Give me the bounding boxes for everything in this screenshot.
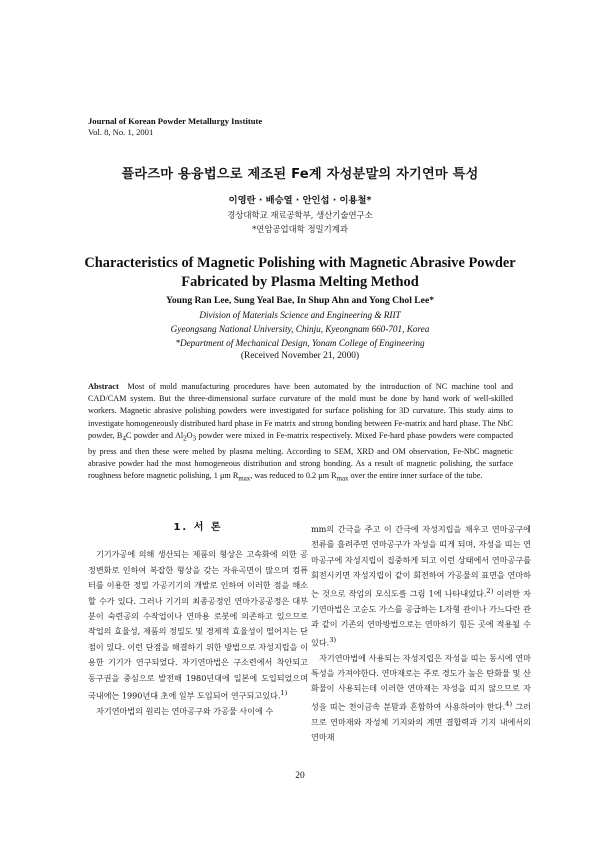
abstract-label: Abstract [88,382,119,391]
right-ref-1: 2) [486,586,494,595]
abstract-sub-2: 2 [183,435,187,443]
abstract-sub-4: max [238,475,251,483]
right-paragraph-1-text: mm의 간극을 주고 이 간극에 자성지립을 채우고 연마공구에 전류를 흘려주면 연마공구가 자성을 띠게 되며, 자성을 띠는 연마공구에 자성지립이 집중하게 되고 이런 상태에서 연마공구를 회전시키면 자성지립이 같이 회전하여 가공물의 표면을 연마하는 것으로 작업의 모식도를 그림 1에 나타내었다. [311,524,531,599]
abstract-text-5: , was reduced to 0.2 [250,471,319,481]
abstract [88,381,513,486]
english-affiliation-3: *Department of Mechanical Design, Yonam College of Engineering [175,338,425,348]
received-date: (Received November 21, 2000) [240,351,360,361]
right-column [311,522,531,746]
left-paragraph-2: 자기연마법의 원리는 연마공구와 가공물 사이에 수 [96,706,274,717]
korean-affiliation-1: 경상대학교 재료공학부, 생산기술연구소 [227,210,373,220]
left-paragraph-1 [88,547,308,704]
left-paragraph-1-text: 기기가공에 의해 생산되는 제품의 형상은 고속화에 의한 공정변화로 인하여 복잡한 형상을 갖는 자유곡면이 많으며 컴퓨터를 이용한 정밀 가공기기의 개발로 인하여 이러한 점을 해소할 수가 있다. 그러나 기기의 최종공정인 연마가공공정은 대부분이 숙련공의 수작업이나 연마용 로봇에 의존하고 있으므로 작업의 효율성, 제품의 정밀도 및 경제적 효율성이 떨어지는 단점이 있다. 이런 단점을 해결하기 위한 방법으로 자성지립을 이용한 기기가 연구되었다. 자기연마법은 구소련에서 착안되고 동구권을 중심으로 발전해 1980년대에 일본에 도입되었으며 국내에는 1990년대 초에 일부 도입되어 연구되고있다. [88,549,308,701]
abstract-text-2: C powder and Al [125,430,184,440]
english-affiliation-1: Division of Materials Science and Engineering & RIIT [199,310,401,320]
english-title [0,254,600,292]
page-number: 20 [295,771,305,781]
right-paragraph-2-text: 자기연마법에 사용되는 자성지립은 자성을 띠는 동시에 연마특성을 가져야한다. 연마재로는 주로 경도가 높은 탄화물 및 산화물이 사용되는데 이러한 연마재는 자성을 띠지 않으므로 자성을 띠는 천이금속 분말과 혼합하여 사용하여야 한다. [311,652,531,712]
abstract-sub-3: 3 [192,435,197,443]
left-column [88,520,308,720]
right-paragraph-2-tail: 그러므로 연마재와 자성체 기지와의 계면 결합력과 기지 내에서의 연마재 [311,701,531,743]
english-title-line-1: Characteristics of Magnetic Polishing with Magnetic Abrasive Powder [84,255,516,271]
right-paragraph-1-tail: 이러한 자기연마법은 고순도 가스를 공급하는 L자형 관이나 가느다란 관과 같이 기존의 연마방법으로는 연마하기 힘든 곳에 적용될 수 있다. [311,588,531,648]
abstract-sub-5: max [336,475,349,483]
abstract-unit-1: μm R [219,471,239,481]
left-ref-1: 1) [280,689,288,698]
section-title: 1. 서 론 [173,522,223,533]
right-paragraph-2 [311,651,531,746]
journal-header [88,116,262,138]
abstract-text-3: O [186,430,193,440]
right-ref-2: 3) [329,635,337,644]
korean-authors: 이영란 · 배승열 · 안인섭 · 이용철* [228,195,372,206]
english-authors: Young Ran Lee, Sung Yeal Bae, In Shup Ahn and Yong Chol Lee* [166,295,434,306]
abstract-text-1: Most of mold manufacturing procedures have been automated by the introduction of NC machine tool and CAD/CAM system. But the three-dimensional surface curvature of the mold must be done by hand work of well-skilled workers. Magnetic abrasive polishing powders were investigated for surface polishing for 3D curvature. This study aims to investigate homogeneously distributed hard phase in Fe matrix and strong bonding between Fe-matrix and hard phase. The NbC powder, B [88,382,514,440]
abstract-text-6: over the entire inner surface of the tube. [348,471,483,481]
korean-affiliation-2: *연암공업대학 정밀기계과 [252,224,348,234]
right-paragraph-1 [311,522,531,651]
right-ref-3: 4) [505,699,513,708]
english-affiliation-2: Gyeongsang National University, Chinju, Kyeongnam 660-701, Korea [170,324,430,334]
abstract-sub-1: 4 [122,435,126,443]
abstract-text-4: powder were mixed in Fe-matrix respectively. Mixed Fe-hard phase powders were compacted by press and then these were melted by plasma melting. According to SEM, XRD and OM observation, Fe-NbC magnetic abrasive powder had the most homogeneous distribution and strong bonding. As a result of magnetic polishing, the surface roughness before magnetic polishing, 1 [88,430,513,481]
journal-volume: Vol. 8, No. 1, 2001 [88,127,154,137]
journal-name: Journal of Korean Powder Metallurgy Institute [88,116,263,126]
abstract-unit-2: μm R [318,471,337,481]
english-title-line-2: Fabricated by Plasma Melting Method [181,274,419,290]
korean-title: 플라즈마 용융법으로 제조된 Fe계 자성분말의 자기연마 특성 [121,167,479,182]
